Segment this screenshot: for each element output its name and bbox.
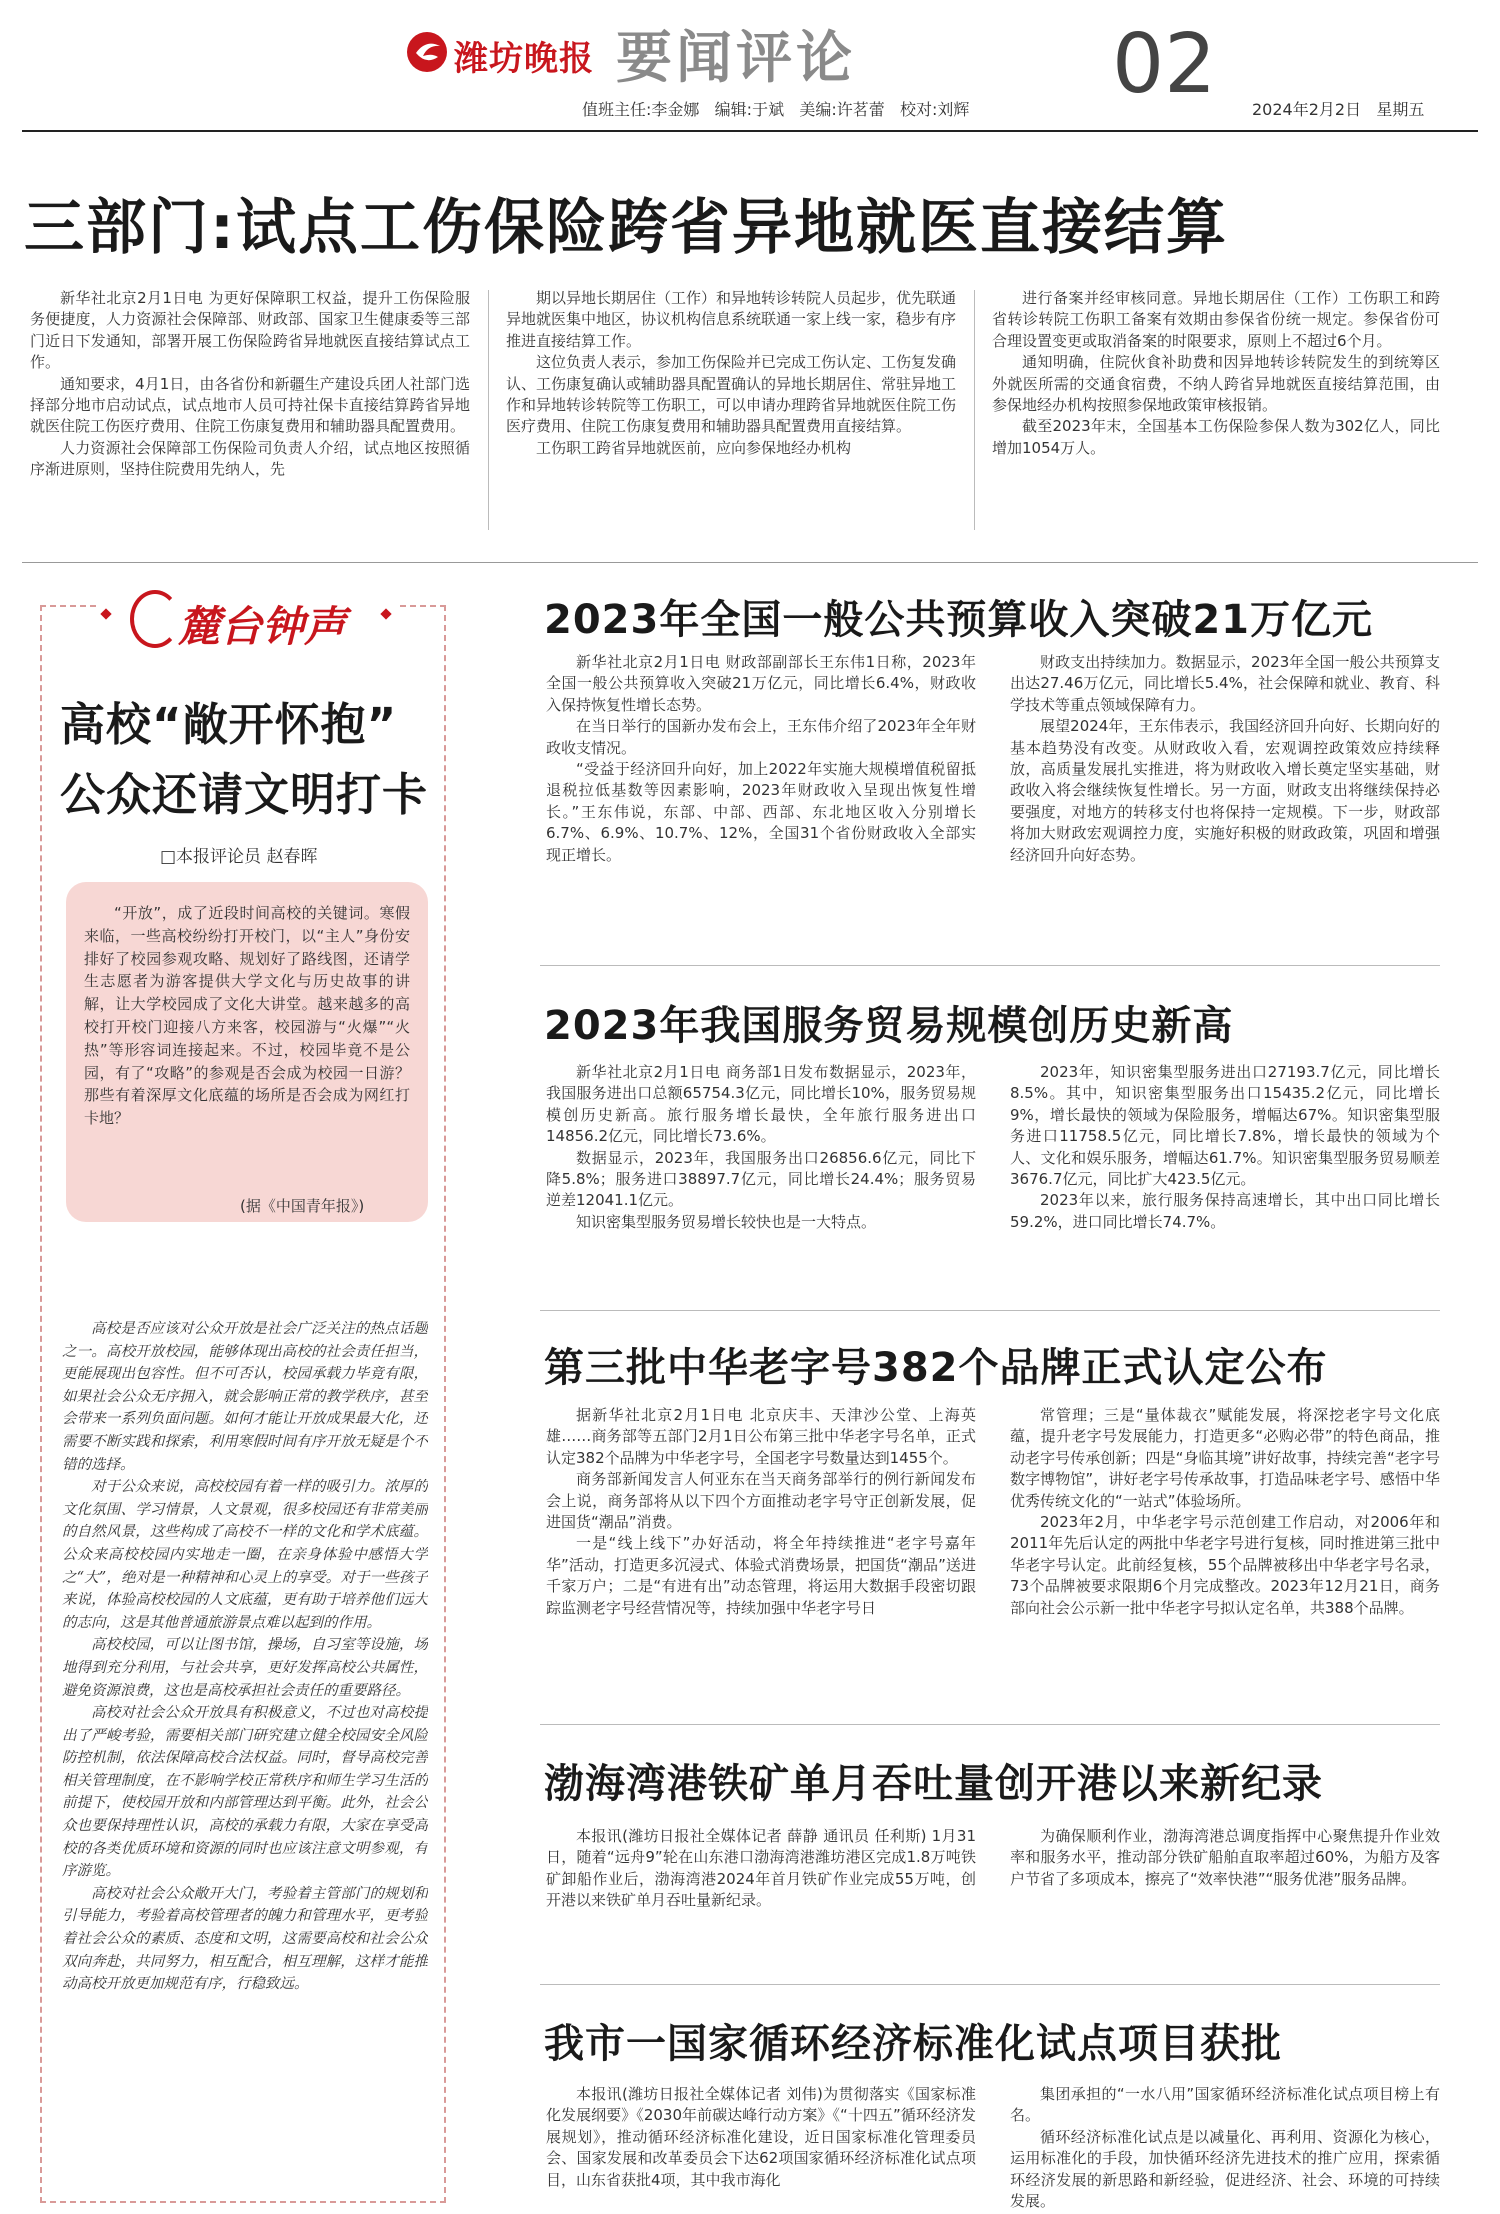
- logo-text: 潍坊晚报: [454, 39, 594, 79]
- article-col-left: [546, 1062, 976, 1287]
- column-banner: [100, 586, 400, 656]
- lead-paragraph: 期以异地长期居住（工作）和异地转诊转院人员起步，优先联通异地就医集中地区，协议机构信息系统联通一家上线一家，稳步有序推进直接结算工作。: [506, 289, 956, 350]
- column-paragraph: 高校对社会公众开放具有积极意义，不过也对高校提出了严峻考验，需要相关部门研究建立健全校园安全风险防控机制，依法保障高校合法权益。同时，督导高校完善相关管理制度，在不影响学校正常秩序和师生学习生活的前提下，使校园开放和内部管理达到平衡。此外，社会公众也要保持理性认识，高校的承载力有限，大家在享受高校的各类优质环境和资源的同时也应该注意文明参观，有序游览。: [62, 1705, 428, 1880]
- editor: 编辑:于斌: [714, 100, 785, 119]
- lead-paragraph: 人力资源社会保障部工伤保险司负责人介绍，试点地区按照循序渐进原则，坚持住院费用先纳人，先: [30, 438, 470, 479]
- article-col-left: [546, 1826, 976, 1961]
- issue-date: [1252, 97, 1424, 120]
- quote-paragraph: “开放”，成了近段时间高校的关键词。寒假来临，一些高校纷纷打开校门，以“主人”身份安排好了校园参观攻略、规划好了路线图，还请学生志愿者为游客提供大学文化与历史故事的讲解，让大学校园成了文化大讲堂。越来越多的高校打开校门迎接八方来客，校园游与“火爆”“火热”等形容词连接起来。不过，校园毕竟不是公园，有了“攻略”的参观是否会成为校园一日游？那些有着深厚文化底蕴的场所是否会成为网红打卡地？: [84, 904, 410, 1128]
- column-byline: □本报评论员 赵春晖: [160, 847, 318, 867]
- article-paragraph: 数据显示，2023年，我国服务出口26856.6亿元，同比下降5.8%；服务进口38897.7亿元，同比增长24.4%；服务贸易逆差12041.1亿元。: [546, 1148, 976, 1210]
- article-paragraph: 财政支出持续加力。数据显示，2023年全国一般公共预算支出达27.46万亿元，同比增长5.4%，社会保障和就业、教育、科学技术等重点领域保障有力。: [1010, 653, 1440, 714]
- article-headline: 2023年全国一般公共预算收入突破21万亿元: [544, 597, 1373, 643]
- article-col-right: [1010, 1405, 1440, 1705]
- lead-paragraph: 截至2023年末，全国基本工伤保险参保人数为302亿人，同比增加1054万人。: [992, 417, 1440, 457]
- article-headline: 渤海湾港铁矿单月吞吐量创开港以来新纪录: [544, 1761, 1323, 1807]
- article-col-right: [1010, 652, 1440, 942]
- article-paragraph: 商务部新闻发言人何亚东在当天商务部举行的例行新闻发布会上说，商务部将从以下四个方面推动老字号守正创新发展，促进国货“潮品”消费。: [546, 1470, 976, 1532]
- duty-editor: 值班主任:李金娜: [582, 100, 700, 119]
- pen-icon: [130, 590, 180, 648]
- article-col-right: [1010, 1826, 1440, 1961]
- weekday: 星期五: [1376, 100, 1425, 119]
- article-headline: 第三批中华老字号382个品牌正式认定公布: [544, 1345, 1328, 1391]
- article-col-right: [1010, 2084, 1440, 2210]
- article-paragraph: 2023年以来，旅行服务保持高速增长，其中出口同比增长59.2%，进口同比增长74.7%。: [1010, 1191, 1440, 1231]
- lead-paragraph: 新华社北京2月1日电 为更好保障职工权益，提升工伤保险服务便捷度，人力资源社会保障部、财政部、国家卫生健康委等三部门近日下发通知，部署开展工伤保险跨省异地就医直接结算试点工作。: [30, 289, 470, 372]
- article-paragraph: 2023年，知识密集型服务进出口27193.7亿元，同比增长8.5%。其中，知识密集型服务出口15435.2亿元，同比增长9%，增长最快的领域为保险服务，增幅达67%。知识密集型服务进口11758.5亿元，同比增长7.8%，增长最快的领域为个人、文化和娱乐服务，增幅达61.7%。知识密集型服务贸易顺差3676.7亿元，同比扩大423.5亿元。: [1010, 1063, 1440, 1189]
- article-col-left: [546, 2084, 976, 2210]
- article-paragraph: 2023年2月，中华老字号示范创建工作启动，对2006年和2011年先后认定的两批中华老字号进行复核，同时推进第三批中华老字号认定。此前经复核，55个品牌被移出中华老字号名录，73个品牌被要求限期6个月完成整改。2023年12月21日，商务部向社会公示新一批中华老字号拟认定名单，共388个品牌。: [1010, 1513, 1440, 1617]
- article-paragraph: 一是“线上线下”办好活动，将全年持续推进“老字号嘉年华”活动，打造更多沉浸式、体验式消费场景，把国货“潮品”送进千家万户；二是“有进有出”动态管理，将运用大数据手段密切跟踪监测老字号经营情况等，持续加强中华老字号日: [546, 1534, 976, 1617]
- logo-swirl-icon: [404, 29, 450, 75]
- logo: [404, 25, 614, 81]
- column-title-line2: 公众还请文明打卡: [60, 768, 429, 821]
- article-paragraph: 知识密集型服务贸易增长较快也是一大特点。: [576, 1212, 877, 1231]
- article-paragraph: 新华社北京2月1日电 财政部副部长王东伟1日称，2023年全国一般公共预算收入突破21万亿元，同比增长6.4%，财政收入保持恢复性增长态势。: [546, 653, 976, 714]
- banner-bullet-icon: [380, 608, 391, 619]
- lead-headline: 三部门:试点工伤保险跨省异地就医直接结算: [24, 193, 1228, 263]
- lead-col-1: [30, 288, 470, 538]
- banner-bullet-icon: [100, 608, 111, 619]
- masthead-rule: [22, 130, 1478, 132]
- lead-col-2: [506, 288, 956, 538]
- article-col-right: [1010, 1062, 1440, 1287]
- lead-paragraph: 工伤职工跨省异地就医前，应向参保地经办机构: [536, 438, 852, 457]
- section-title: 要闻评论: [616, 25, 856, 91]
- lead-paragraph: 通知明确，住院伙食补助费和因异地转诊转院发生的到统筹区外就医所需的交通食宿费，不纳人跨省异地就医直接结算范围，由参保地经办机构按照参保地政策审核报销。: [992, 353, 1440, 415]
- article-headline: 我市一国家循环经济标准化试点项目获批: [544, 2021, 1282, 2067]
- quote-source: (据《中国青年报》): [240, 1197, 365, 1215]
- lead-paragraph: 这位负责人表示，参加工伤保险并已完成工伤认定、工伤复发确认、工伤康复确认或辅助器具配置确认的异地长期居住、常驻异地工作和异地转诊转院等工伤职工，可以申请办理跨省异地就医住院工伤医疗费用、住院工伤康复费用和辅助器具配置费用直接结算。: [506, 353, 956, 436]
- article-paragraph: 本报讯(潍坊日报社全媒体记者 薛静 通讯员 任利斯) 1月31日，随着“远舟9”轮在山东港口渤海湾港潍坊港区完成1.8万吨铁矿卸船作业后，渤海湾港2024年首月铁矿作业完成55万吨，创开港以来铁矿单月吞吐量新纪录。: [546, 1827, 976, 1910]
- date: 2024年2月2日: [1252, 100, 1362, 119]
- article-paragraph: 循环经济标准化试点是以减量化、再利用、资源化为核心，运用标准化的手段，加快循环经济先进技术的推广应用，探索循环经济发展的新思路和新经验，促进经济、社会、环境的可持续发展。: [1010, 2127, 1440, 2210]
- lead-paragraph: 通知要求，4月1日，由各省份和新疆生产建设兵团人社部门选择部分地市启动试点，试点地市人员可持社保卡直接结算跨省异地就医住院工伤医疗费用、住院工伤康复费用和辅助器具配置费用。: [30, 374, 470, 436]
- proofreader: 校对:刘辉: [900, 100, 970, 119]
- column-body: [62, 1318, 428, 2198]
- quote-text: [84, 902, 410, 1182]
- column-paragraph: 对于公众来说，高校校园有着一样的吸引力。浓厚的文化氛围、学习情景，人文景观，很多校园还有非常美丽的自然风景，这些构成了高校不一样的文化和学术底蕴。公众来高校校园内实地走一圈，在亲身体验中感悟大学之“大”，绝对是一种精神和心灵上的享受。对于一些孩子来说，体验高校校园的人文底蕴，更有助于培养他们远大的志向，这是其他普通旅游景点难以起到的作用。: [62, 1479, 428, 1631]
- article-paragraph: 本报讯(潍坊日报社全媒体记者 刘伟)为贯彻落实《国家标准化发展纲要》《2030年前碳达峰行动方案》《“十四五”循环经济发展规划》，推动循环经济标准化建设，近日国家标准化管理委员会、国家发展和改革委员会下达62项国家循环经济标准化试点项目，山东省获批4项，其中我市海化: [546, 2085, 976, 2189]
- article-col-left: [546, 1405, 976, 1705]
- lead-col-3: [992, 288, 1440, 538]
- page-number: 02: [1112, 17, 1217, 112]
- article-col-left: [546, 652, 976, 942]
- banner-text: 麓台钟声: [178, 602, 347, 651]
- column-paragraph: 高校是否应该对公众开放是社会广泛关注的热点话题之一。高校开放校园，能够体现出高校的社会责任担当，更能展现出包容性。但不可否认，校园承载力毕竟有限，如果社会公众无序拥入，就会影响正常的教学秩序，甚至会带来一系列负面问题。如何才能让开放成果最大化，还需要不断实践和探索，利用寒假时间有序开放无疑是个不错的选择。: [62, 1321, 428, 1473]
- article-paragraph: 据新华社北京2月1日电 北京庆丰、天津沙公堂、上海英雄……商务部等五部门2月1日公布第三批中华老字号名单，正式认定382个品牌为中华老字号，全国老字号数量达到1455个。: [546, 1406, 976, 1467]
- column-paragraph: 高校对社会公众敞开大门，考验着主管部门的规划和引导能力，考验着高校管理者的魄力和管理水平，更考验着社会公众的素质、态度和文明，这需要高校和社会公众双向奔赴，共同努力，相互配合，相互理解，这样才能推动高校开放更加规范有序，行稳致远。: [62, 1885, 428, 1993]
- column-paragraph: 高校校园，可以让图书馆，操场，自习室等设施，场地得到充分利用，与社会共享，更好发挥高校公共属性，避免资源浪费，这也是高校承担社会责任的重要路径。: [62, 1637, 428, 1699]
- art-editor: 美编:许茗蕾: [799, 100, 885, 119]
- column-title-line1: 高校“敞开怀抱”: [60, 698, 398, 751]
- staff-line: [582, 97, 969, 120]
- article-headline: 2023年我国服务贸易规模创历史新高: [544, 1003, 1234, 1049]
- article-paragraph: 常管理；三是“量体裁衣”赋能发展，将深挖老字号文化底蕴，提升老字号发展能力，打造更多“必购必带”的特色商品，推动老字号传承创新；四是“身临其境”讲好故事，持续完善“老字号数字博物馆”，讲好老字号传承故事，打造品味老字号、感悟中华优秀传统文化的“一站式”体验场所。: [1010, 1406, 1440, 1510]
- article-paragraph: 展望2024年，王东伟表示，我国经济回升向好、长期向好的基本趋势没有改变。从财政收入看，宏观调控政策效应持续释放，高质量发展扎实推进，将为财政收入增长奠定坚实基础，财政收入将会继续恢复性增长。另一方面，财政支出将继续保持必要强度，对地方的转移支付也将保持一定规模。下一步，财政部将加大财政宏观调控力度，实施好积极的财政政策，巩固和增强经济回升向好态势。: [1010, 717, 1440, 864]
- lead-paragraph: 进行备案并经审核同意。异地长期居住（工作）工伤职工和跨省转诊转院工伤职工备案有效期由参保省份统一规定。参保省份可合理设置变更或取消备案的时限要求，原则上不超过6个月。: [992, 289, 1440, 350]
- article-paragraph: “受益于经济回升向好，加上2022年实施大规模增值税留抵退税拉低基数等因素影响，2023年财政收入呈现出恢复性增长。”王东伟说，东部、中部、西部、东北地区收入分别增长6.7%、6.9%、10.7%、12%，全国31个省份财政收入全部实现正增长。: [546, 760, 976, 864]
- article-paragraph: 集团承担的“一水八用”国家循环经济标准化试点项目榜上有名。: [1010, 2085, 1440, 2125]
- article-paragraph: 新华社北京2月1日电 商务部1日发布数据显示，2023年，我国服务进出口总额65754.3亿元，同比增长10%，服务贸易规模创历史新高。旅行服务增长最快，全年旅行服务进出口14856.2亿元，同比增长73.6%。: [546, 1063, 976, 1146]
- article-paragraph: 为确保顺利作业，渤海湾港总调度指挥中心聚焦提升作业效率和服务水平，推动部分铁矿船舶直取率超过60%，为船方及客户节省了多项成本，擦亮了“效率快港”“服务优港”服务品牌。: [1010, 1827, 1440, 1888]
- article-paragraph: 在当日举行的国新办发布会上，王东伟介绍了2023年全年财政收支情况。: [546, 717, 976, 757]
